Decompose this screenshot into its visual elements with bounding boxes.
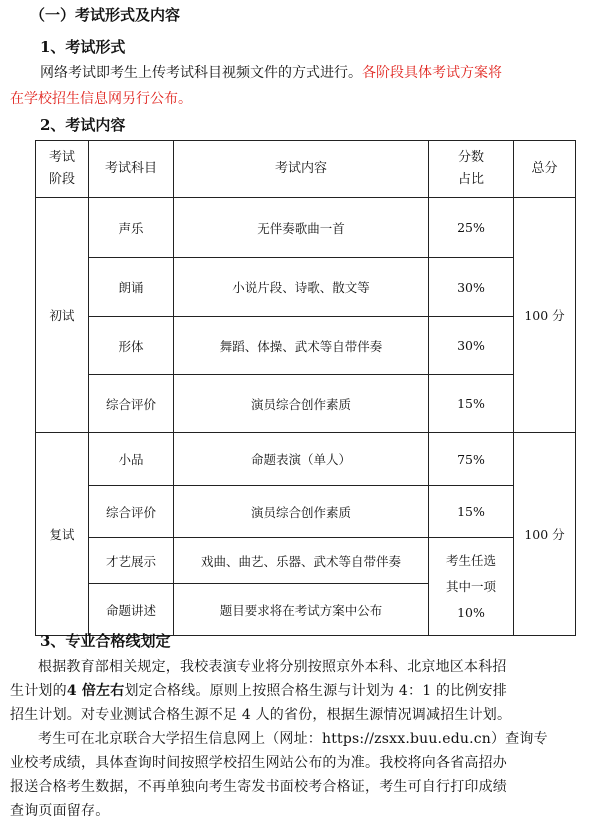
results-line4: 查询页面留存。: [10, 803, 110, 819]
exam-format-notice-line2: 在学校招生信息网另行公布。: [10, 91, 192, 107]
subject-cell: 形体: [89, 317, 174, 375]
content-cell: 无伴奏歌曲一首: [174, 198, 429, 258]
exam-format-title: 1、考试形式: [40, 38, 126, 56]
exam-content-title: 2、考试内容: [40, 116, 126, 134]
content-cell: 演员综合创作素质: [174, 486, 429, 538]
subject-cell: 声乐: [89, 198, 174, 258]
exam-format-notice: 各阶段具体考试方案将: [362, 65, 502, 81]
table-row: [36, 433, 576, 486]
header-content: 考试内容: [174, 141, 429, 198]
exam-format-text: 网络考试即考生上传考试科目视频文件的方式进行。: [40, 65, 362, 81]
table-row: [36, 375, 576, 433]
exam-format-text-line1: [40, 62, 502, 82]
ratio-cell: 30%: [429, 258, 514, 317]
header-stage: 考试 阶段: [36, 141, 89, 198]
content-cell: 舞蹈、体操、武术等自带伴奏: [174, 317, 429, 375]
header-total: 总分: [514, 141, 576, 198]
content-cell: 题目要求将在考试方案中公布: [174, 584, 429, 636]
ratio-cell: 30%: [429, 317, 514, 375]
results-line1: 考生可在北京联合大学招生信息网上（网址：https://zsxx.buu.edu.cn）查询专: [38, 731, 548, 747]
table-row: [36, 317, 576, 375]
header-subject: 考试科目: [89, 141, 174, 198]
content-cell: 戏曲、曲艺、乐器、武术等自带伴奏: [174, 538, 429, 584]
subject-cell: 小品: [89, 433, 174, 486]
ratio-cell: 15%: [429, 375, 514, 433]
content-cell: 演员综合创作素质: [174, 375, 429, 433]
results-line2: 业校考成绩，具体查询时间按照学校招生网站公布的为准。我校将向各省高招办: [10, 755, 507, 771]
table-row: [36, 538, 576, 584]
total-retest: 100 分: [514, 433, 576, 636]
cutoff-line1: 根据教育部相关规定，我校表演专业将分别按照京外本科、北京地区本科招: [38, 659, 507, 675]
table-row: [36, 198, 576, 258]
subject-cell: 命题讲述: [89, 584, 174, 636]
header-ratio: 分数 占比: [429, 141, 514, 198]
cutoff-line2: 生计划的4 倍左右划定合格线。原则上按照合格生源与计划为 4：1 的比例安排: [10, 683, 507, 699]
subject-cell: 综合评价: [89, 375, 174, 433]
cutoff-emphasis: 4 倍左右: [66, 683, 125, 699]
cutoff-title: 3、专业合格线划定: [40, 632, 171, 650]
stage-initial: 初试: [36, 198, 89, 433]
results-line3: 报送合格考生数据，不再单独向考生寄发书面校考合格证，考生可自行打印成绩: [10, 779, 507, 795]
total-initial: 100 分: [514, 198, 576, 433]
cutoff-paragraph: [10, 655, 600, 727]
exam-table: [35, 140, 576, 636]
content-cell: 命题表演（单人）: [174, 433, 429, 486]
table-header-row: [36, 141, 576, 198]
ratio-cell: 75%: [429, 433, 514, 486]
content-cell: 小说片段、诗歌、散文等: [174, 258, 429, 317]
cutoff-line3: 招生计划。对专业测试合格生源不足 4 人的省份，根据生源情况调减招生计划。: [10, 707, 512, 723]
ratio-cell: 15%: [429, 486, 514, 538]
subject-cell: 综合评价: [89, 486, 174, 538]
choice-note-cell: 考生任选 其中一项 10%: [429, 538, 514, 636]
subject-cell: 朗诵: [89, 258, 174, 317]
table-row: [36, 486, 576, 538]
results-paragraph: [10, 727, 600, 823]
subject-cell: 才艺展示: [89, 538, 174, 584]
stage-retest: 复试: [36, 433, 89, 636]
table-row: [36, 258, 576, 317]
ratio-cell: 25%: [429, 198, 514, 258]
section-title: （一）考试形式及内容: [30, 6, 181, 24]
